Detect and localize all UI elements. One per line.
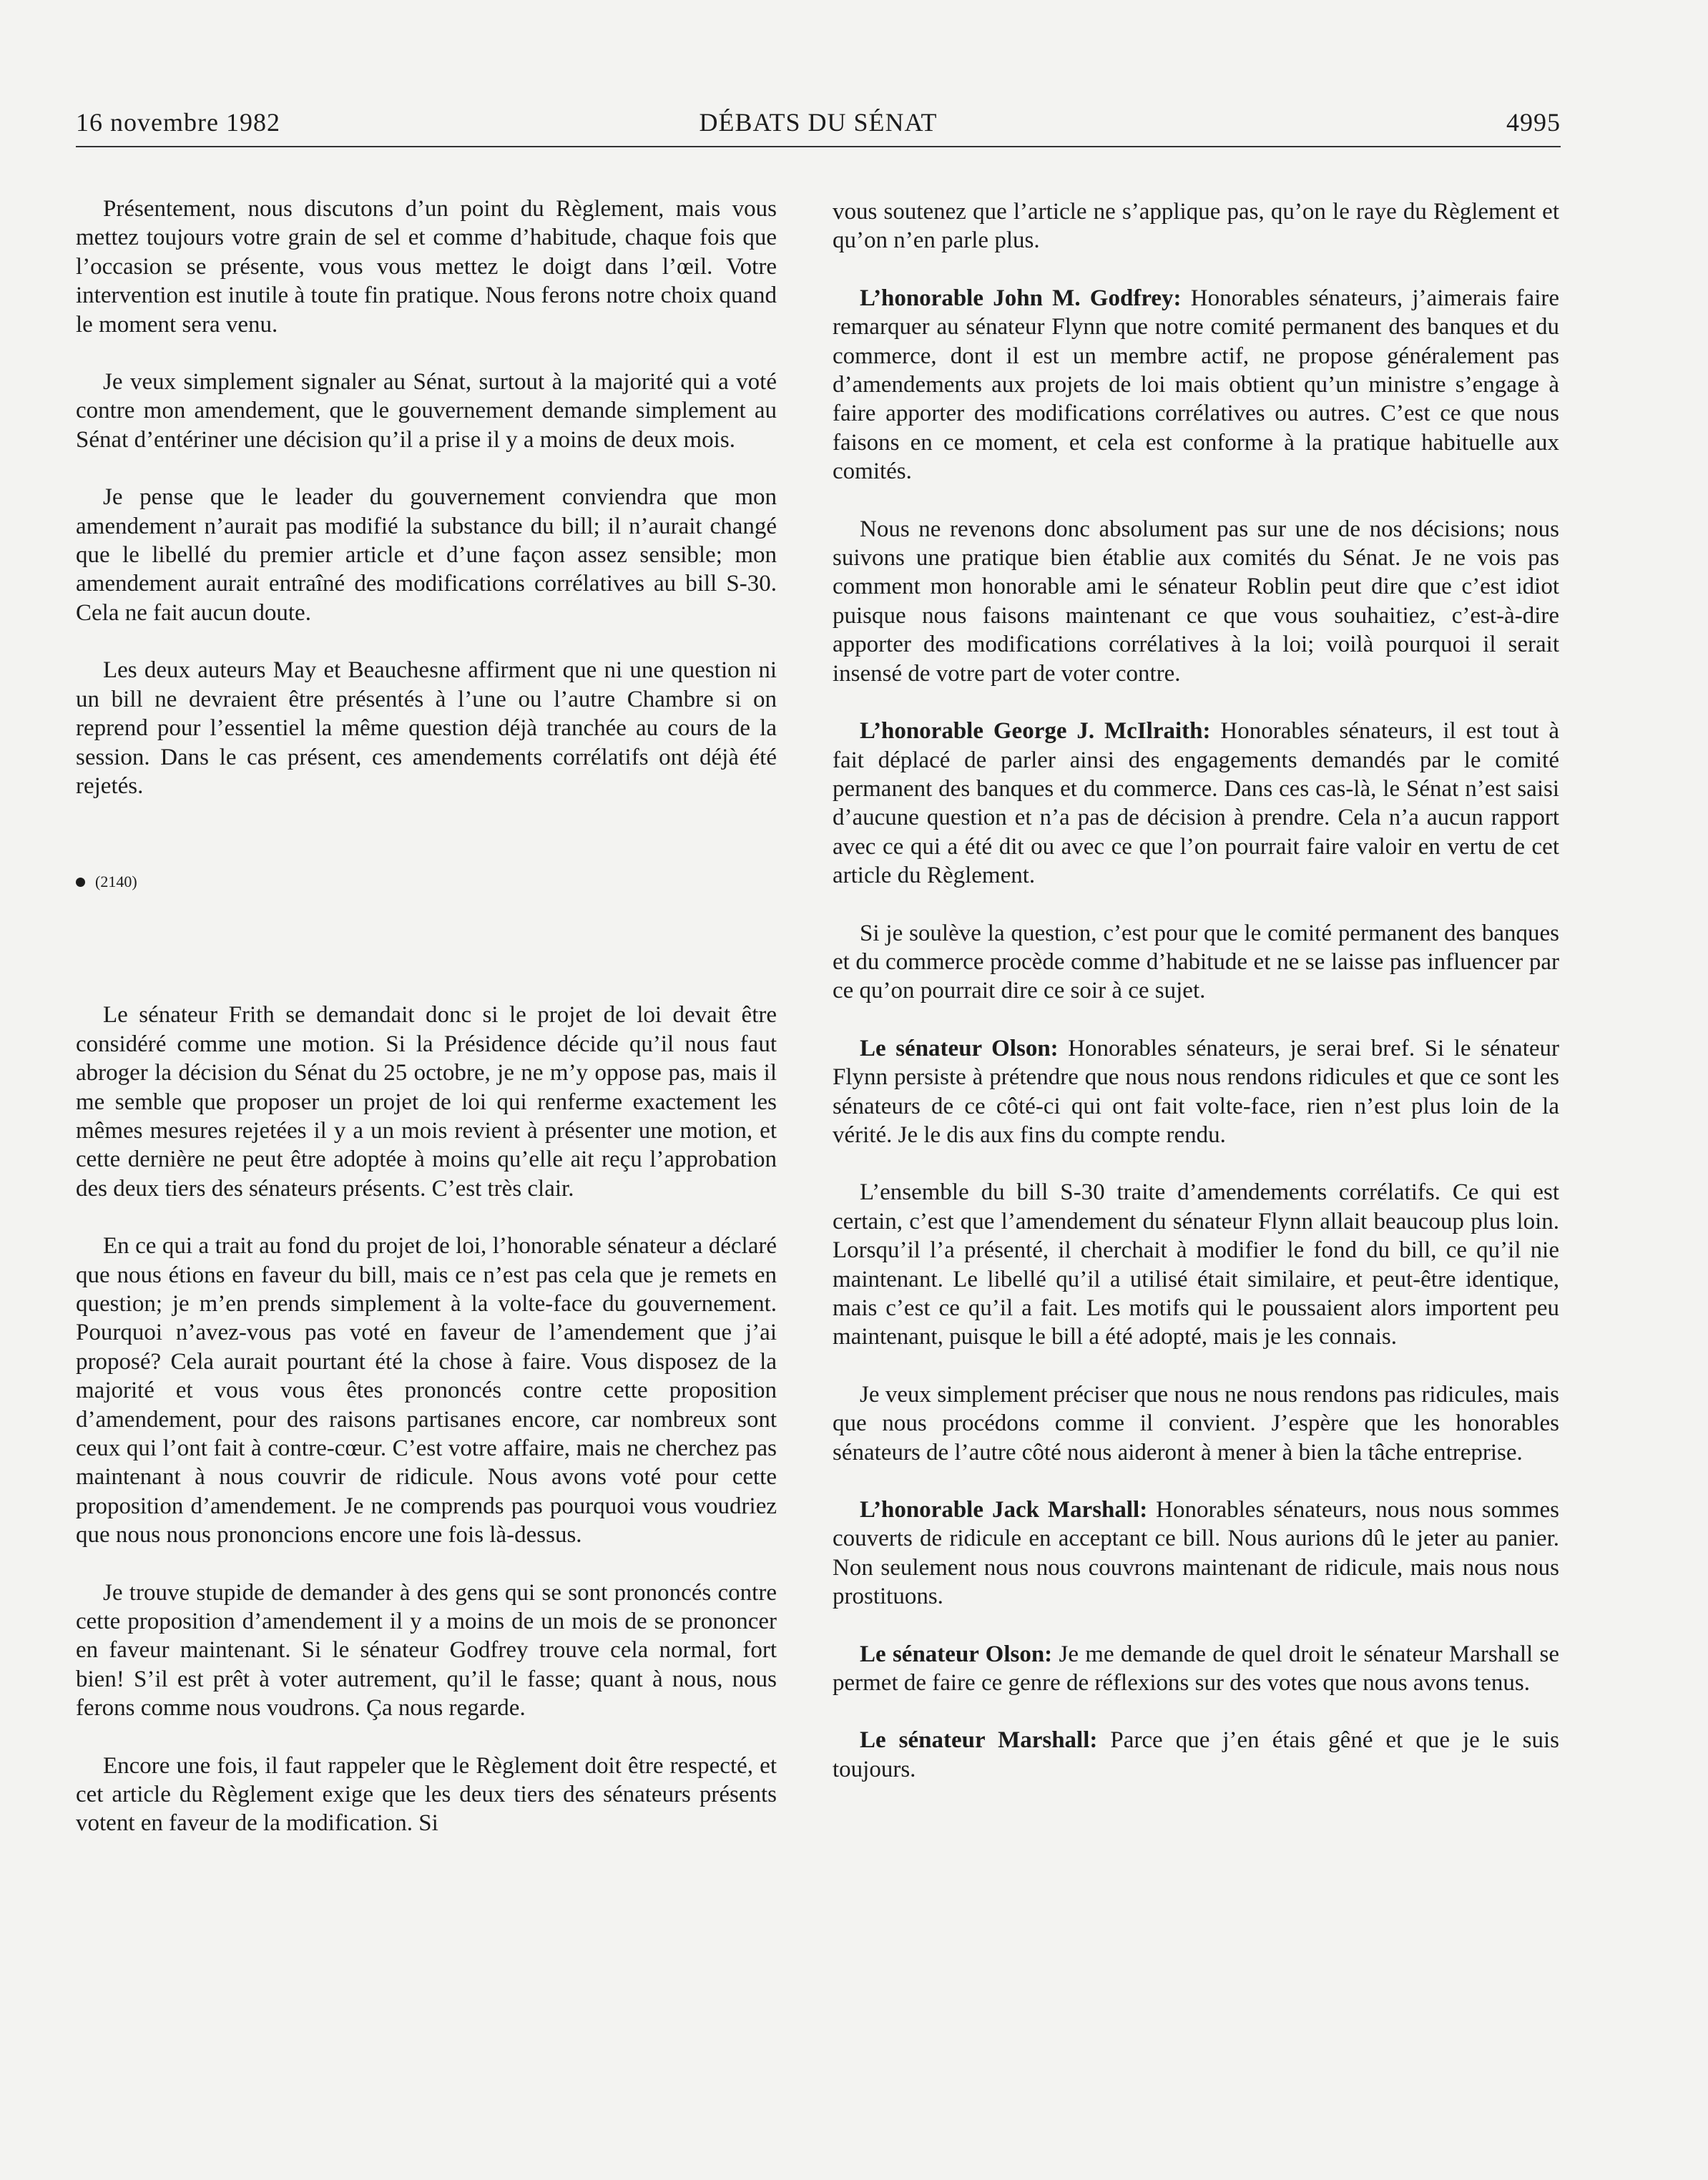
paragraph: Je veux simplement préciser que nous ne nous rendons pas ridicules, mais que nous procédons comme il convient. J’espère que les honorables sénateurs de l’autre côté nous aideront à mener à bien la tâche entreprise. (833, 1381, 1559, 1465)
speaker-name: Le sénateur Marshall: (860, 1727, 1098, 1754)
speech (833, 284, 1559, 486)
speaker-name: L’honorable John M. Godfrey: (860, 285, 1182, 311)
speech-text: Honorables sénateurs, j’aimerais faire remarquer au sénateur Flynn que notre comité permanent des banques et du commerce, dont il est un membre actif, ne propose généralement pas d’amendements aux projets de loi mais obtient qu’un ministre s’engage à faire apporter des modifications corrélatives ou autres. C’est ce que nous faisons en ce moment, et cela est conforme à la pratique habituelle aux comités. (833, 285, 1559, 485)
paragraph: Le sénateur Frith se demandait donc si le projet de loi devait être considéré comme une motion. Si la Présidence décide qu’il nous faut abroger la décision du Sénat du 25 octobre, je ne m’y oppose pas, mais il me semble que proposer un projet de loi qui renferme exactement les mêmes mesures rejetées il y a un mois revient à présenter une motion, et cette dernière ne peut être adoptée à moins qu’elle ait reçu l’approbation des deux tiers des sénateurs présents. C’est très clair. (76, 1002, 777, 1202)
paragraph: Présentement, nous discutons d’un point du Règlement, mais vous mettez toujours votre grain de sel et comme d’habitude, chaque fois que l’occasion se présente, vous vous mettez le doigt dans l’œil. Votre intervention est inutile à toute fin pratique. Nous ferons notre choix quand le moment sera venu. (76, 196, 777, 338)
speech-text: Honorables sénateurs, il est tout à fait déplacé de parler ainsi des engagements demandés par le comité permanent des banques et du commerce. Dans ces cas-là, le Sénat n’est saisi d’aucune question et n’a pas de décision à prendre. Cela n’a aucun rapport avec ce qui a été dit ou avec ce que l’on pourrait faire valoir en vertu de cet article du Règlement. (833, 718, 1560, 889)
paragraph: vous soutenez que l’article ne s’applique pas, qu’on le raye du Règlement et qu’on n’en parle plus. (833, 199, 1559, 254)
speech (833, 1496, 1559, 1611)
right-column (833, 197, 1559, 1812)
speaker-name: L’honorable Jack Marshall: (860, 1497, 1148, 1523)
speaker-name: Le sénateur Olson: (860, 1641, 1053, 1667)
speech (833, 1640, 1559, 1698)
paragraph: L’ensemble du bill S-30 traite d’amendements corrélatifs. Ce qui est certain, c’est que l’amendement du sénateur Flynn allait beaucoup plus loin. Lorsqu’il l’a présenté, il cherchait à modifier le fond du bill, ce qu’il nie maintenant. Le libellé qu’il a utilisé était similaire, et peut-être identique, mais c’est ce qu’il a fait. Les motifs qui le poussaient alors importent peu maintenant, puisque le bill a été adopté, mais je les connais. (833, 1179, 1559, 1350)
speech (833, 1034, 1559, 1150)
speech (833, 1726, 1559, 1784)
paragraph: Si je soulève la question, c’est pour que le comité permanent des banques et du commerce procède comme d’habitude et ne se laisse pas influencer par ce qu’on pourrait dire ce soir à ce sujet. (833, 920, 1559, 1004)
left-column (76, 195, 777, 1867)
paragraph: Nous ne revenons donc absolument pas sur une de nos décisions; nous suivons une pratique bien établie aux comités du Sénat. Je ne vois pas comment mon honorable ami le sénateur Roblin peut dire que c’est idiot puisque nous faisons maintenant ce que vous souhaitiez, c’est-à-dire apporter des modifications corrélatives à la loi; voilà pourquoi il serait insensé de votre part de voter contre. (833, 516, 1559, 687)
speech-text: Honorables sénateurs, nous nous sommes couverts de ridicule en acceptant ce bill. Nous aurions dû le jeter au panier. Non seulement nous nous couvrons maintenant de ridicule, mais nous nous prostituons. (833, 1497, 1559, 1610)
paragraph: En ce qui a trait au fond du projet de loi, l’honorable sénateur a déclaré que nous étions en faveur du bill, mais ce n’est pas cela que je remets en question; je m’en prends simplement à la volte-face du gouvernement. Pourquoi n’avez-vous pas voté en faveur de l’amendement que j’ai proposé? Cela aurait pourtant été la chose à faire. Vous disposez de la majorité et vous vous êtes prononcés contre cette proposition d’amendement, pour des raisons partisanes encore, car nombreux sont ceux qui l’ont fait à contre-cœur. C’est votre affaire, mais ne cherchez pas maintenant à nous couvrir de ridicule. Nous avons voté pour cette proposition d’amendement. Je ne comprends pas pourquoi vous voudriez que nous nous prononcions encore une fois là-dessus. (76, 1233, 777, 1548)
paragraph: Je trouve stupide de demander à des gens qui se sont prononcés contre cette proposition d’amendement il y a moins de un mois de se prononcer en faveur maintenant. Si le sénateur Godfrey trouve cela normal, fort bien! S’il est prêt à voter autrement, qu’il le fasse; quant à nous, nous ferons comme nous voudrons. Ça nous regarde. (76, 1579, 777, 1722)
bullet-icon (76, 878, 85, 887)
page-number: 4995 (1506, 108, 1561, 137)
paragraph: Les deux auteurs May et Beauchesne affirment que ni une question ni un bill ne devraient être présentés à l’une ou l’autre Chambre si on reprend pour l’essentiel la même question déjà tranchée au cours de la session. Dans le cas présent, ces amendements corrélatifs ont déjà été rejetés. (76, 657, 777, 799)
speech-text: Parce que j’en étais gêné et que je le suis toujours. (833, 1727, 1559, 1782)
speaker-name: L’honorable George J. McIlraith: (860, 718, 1211, 745)
speech-text: Je me demande de quel droit le sénateur Marshall se permet de faire ce genre de réflexions sur des votes que nous avons tenus. (833, 1641, 1560, 1697)
time-marker (76, 868, 777, 896)
paragraph: Je pense que le leader du gouvernement conviendra que mon amendement n’aurait pas modifié la substance du bill; il n’aurait changé que le libellé du premier article et d’une façon assez sensible; mon amendement aurait entraîné des modifications corrélatives au bill S-30. Cela ne fait aucun doute. (76, 484, 777, 626)
speech-text: Honorables sénateurs, je serai bref. Si le sénateur Flynn persiste à prétendre que nous nous rendons ridicules et que ce sont les sénateurs de ce côté-ci qui ont fait volte-face, rien n’est plus loin de la vérité. Je le dis aux fins du compte rendu. (833, 1035, 1560, 1148)
running-header (76, 107, 1561, 147)
time-marker-label: (2140) (95, 873, 137, 891)
header-date: 16 novembre 1982 (76, 108, 280, 137)
paragraph: Je veux simplement signaler au Sénat, surtout à la majorité qui a voté contre mon amendement, que le gouvernement demande simplement au Sénat d’entériner une décision qu’il a prise il y a moins de deux mois. (76, 369, 777, 453)
speaker-name: Le sénateur Olson: (860, 1035, 1059, 1061)
header-title: DÉBATS DU SÉNAT (699, 108, 938, 137)
speech (833, 717, 1559, 890)
paragraph: Encore une fois, il faut rappeler que le Règlement doit être respecté, et cet article du Règlement exige que les deux tiers des sénateurs présents votent en faveur de la modification. Si (76, 1752, 777, 1837)
